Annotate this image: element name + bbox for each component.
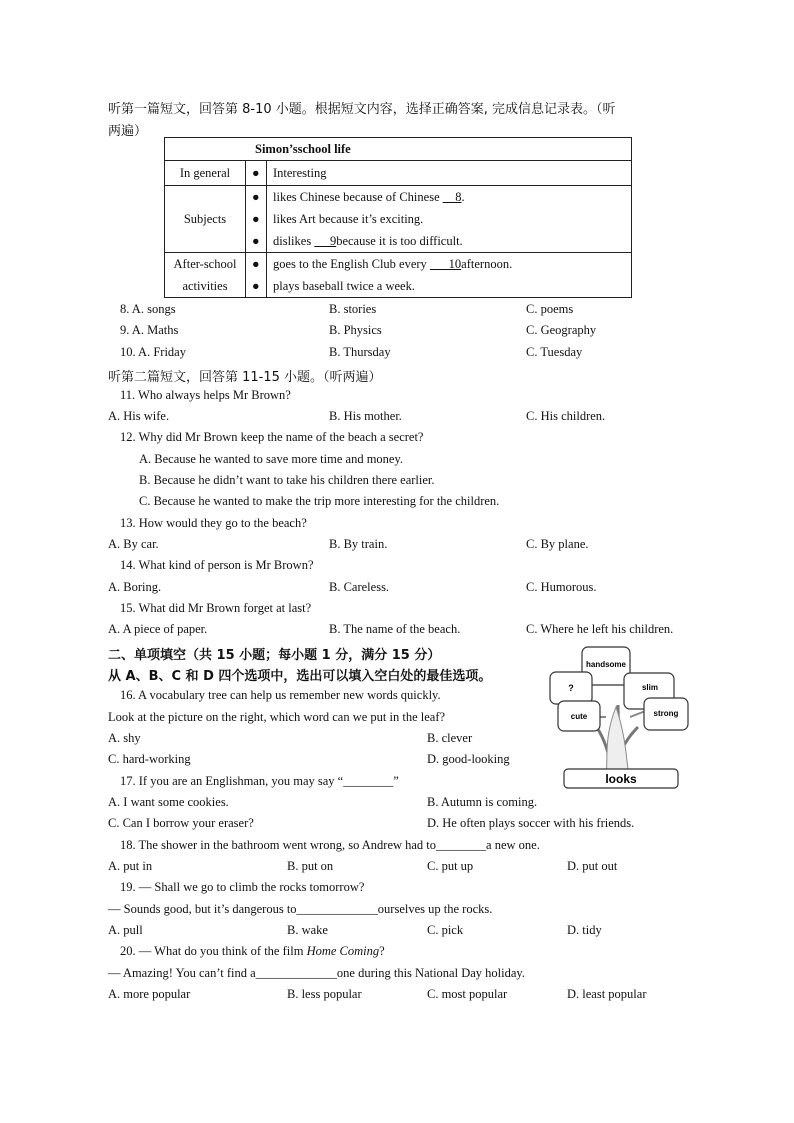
- q19-option-c: C. pick: [427, 923, 464, 937]
- tree-trunk-word: looks: [605, 772, 637, 786]
- q9-option-c: C. Geography: [526, 323, 597, 337]
- answer-blank-9: 9: [314, 234, 337, 248]
- q15-stem: 15. What did Mr Brown forget at last?: [120, 601, 312, 615]
- q12-stem: 12. Why did Mr Brown keep the name of the beach a secret?: [120, 430, 424, 444]
- bullet-icon: ●: [252, 165, 260, 180]
- q11-option-b: B. His mother.: [329, 409, 402, 423]
- q18-option-c: C. put up: [427, 859, 474, 873]
- q10-option-c: C. Tuesday: [526, 345, 583, 359]
- q10-option-a: 10. A. Friday: [120, 345, 186, 359]
- bullet-icon: ●: [252, 190, 260, 204]
- q17-option-b: B. Autumn is coming.: [427, 795, 538, 809]
- q17-option-c: C. Can I borrow your eraser?: [108, 816, 254, 830]
- q20-option-d: D. least popular: [567, 987, 647, 1001]
- q20-option-a: A. more popular: [108, 987, 191, 1001]
- subjects-label: Subjects: [165, 186, 246, 253]
- q13-option-b: B. By train.: [329, 537, 388, 551]
- bullet-icon: ●: [252, 212, 260, 226]
- q18-option-d: D. put out: [567, 859, 618, 873]
- subject-line-3: dislikes 9because it is too difficult.: [273, 230, 631, 252]
- q19-stem-2: — Sounds good, but it’s dangerous to_____________ourselves up the rocks.: [108, 902, 493, 916]
- tree-word-handsome: handsome: [585, 660, 627, 669]
- q14-option-b: B. Careless.: [329, 580, 390, 594]
- answer-blank-10: 10: [429, 257, 462, 271]
- table-title: Simon’sschool life: [165, 138, 632, 161]
- film-title: Home Coming: [306, 944, 380, 958]
- section1-instructions-cont: 两遍）: [108, 124, 148, 139]
- q20-option-c: C. most popular: [427, 987, 508, 1001]
- q15-option-a: A. A piece of paper.: [108, 622, 208, 636]
- q18-stem: 18. The shower in the bathroom went wrong, so Andrew had to________a new one.: [120, 838, 540, 852]
- general-value: Interesting: [267, 161, 632, 186]
- q13-option-a: A. By car.: [108, 537, 159, 551]
- vocabulary-tree-picture: [546, 645, 692, 791]
- q20-option-b: B. less popular: [287, 987, 362, 1001]
- q18-option-b: B. put on: [287, 859, 334, 873]
- tree-word-strong: strong: [653, 709, 679, 718]
- section2-instructions: 听第二篇短文，回答第 11-15 小题。（听两遍）: [108, 370, 382, 385]
- q12-option-a: A. Because he wanted to save more time and money.: [139, 452, 404, 466]
- q16-option-a: A. shy: [108, 731, 141, 745]
- q19-stem: 19. — Shall we go to climb the rocks tomorrow?: [120, 880, 365, 894]
- q13-option-c: C. By plane.: [526, 537, 589, 551]
- q16-stem: 16. A vocabulary tree can help us remember new words quickly.: [120, 688, 441, 702]
- q8-option-c: C. poems: [526, 302, 574, 316]
- q8-option-a: 8. A. songs: [120, 302, 176, 316]
- tree-word-slim: slim: [641, 683, 659, 692]
- q9-option-a: 9. A. Maths: [120, 323, 179, 337]
- q8-option-b: B. stories: [329, 302, 377, 316]
- q11-stem: 11. Who always helps Mr Brown?: [120, 388, 291, 402]
- q9-option-b: B. Physics: [329, 323, 382, 337]
- q15-option-b: B. The name of the beach.: [329, 622, 461, 636]
- q18-option-a: A. put in: [108, 859, 153, 873]
- subject-line-1: likes Chinese because of Chinese 8.: [273, 186, 631, 208]
- part2-title: 二、单项填空（共 15 小题；每小题 1 分，满分 15 分）: [108, 648, 441, 663]
- section1-instructions: 听第一篇短文，回答第 8-10 小题。根据短文内容，选择正确答案, 完成信息记录表。（听: [108, 102, 616, 117]
- bullet-icon: ●: [252, 234, 260, 248]
- q12-option-c: C. Because he wanted to make the trip more interesting for the children.: [139, 494, 500, 508]
- bullet-icon: ●: [252, 257, 260, 271]
- subject-line-2: likes Art because it’s exciting.: [273, 212, 424, 226]
- q19-option-d: D. tidy: [567, 923, 602, 937]
- q16-stem-2: Look at the picture on the right, which word can we put in the leaf?: [108, 710, 446, 724]
- activity-line-2: plays baseball twice a week.: [273, 279, 415, 293]
- q20-stem-2: — Amazing! You can’t find a_____________one during this National Day holiday.: [108, 966, 525, 980]
- q17-option-a: A. I want some cookies.: [108, 795, 229, 809]
- q11-option-a: A. His wife.: [108, 409, 170, 423]
- q10-option-b: B. Thursday: [329, 345, 391, 359]
- part2-instructions: 从 A、B、C 和 D 四个选项中，选出可以填入空白处的最佳选项。: [108, 669, 492, 684]
- q14-option-a: A. Boring.: [108, 580, 162, 594]
- q17-stem: 17. If you are an Englishman, you may say “________”: [120, 774, 399, 788]
- general-label: In general: [165, 161, 246, 186]
- q11-option-c: C. His children.: [526, 409, 606, 423]
- q19-option-a: A. pull: [108, 923, 143, 937]
- q20-stem: 20. — What do you think of the film Home Coming?: [120, 944, 385, 958]
- q16-option-c: C. hard-working: [108, 752, 191, 766]
- q14-stem: 14. What kind of person is Mr Brown?: [120, 558, 314, 572]
- q13-stem: 13. How would they go to the beach?: [120, 516, 307, 530]
- info-table: [164, 137, 632, 298]
- activity-line-1: goes to the English Club every 10afternoon.: [273, 253, 631, 275]
- q15-option-c: C. Where he left his children.: [526, 622, 674, 636]
- activities-label: activities: [182, 279, 228, 293]
- q16-option-d: D. good-looking: [427, 752, 510, 766]
- q17-option-d: D. He often plays soccer with his friends.: [427, 816, 635, 830]
- after-school-label: After-school: [173, 257, 237, 271]
- bullet-icon: ●: [252, 279, 260, 293]
- answer-blank-8: 8: [442, 190, 462, 204]
- tree-word-cute: cute: [570, 712, 588, 721]
- q16-option-b: B. clever: [427, 731, 473, 745]
- q12-option-b: B. Because he didn’t want to take his children there earlier.: [139, 473, 435, 487]
- q14-option-c: C. Humorous.: [526, 580, 597, 594]
- q19-option-b: B. wake: [287, 923, 328, 937]
- tree-word-blank: ?: [568, 683, 574, 693]
